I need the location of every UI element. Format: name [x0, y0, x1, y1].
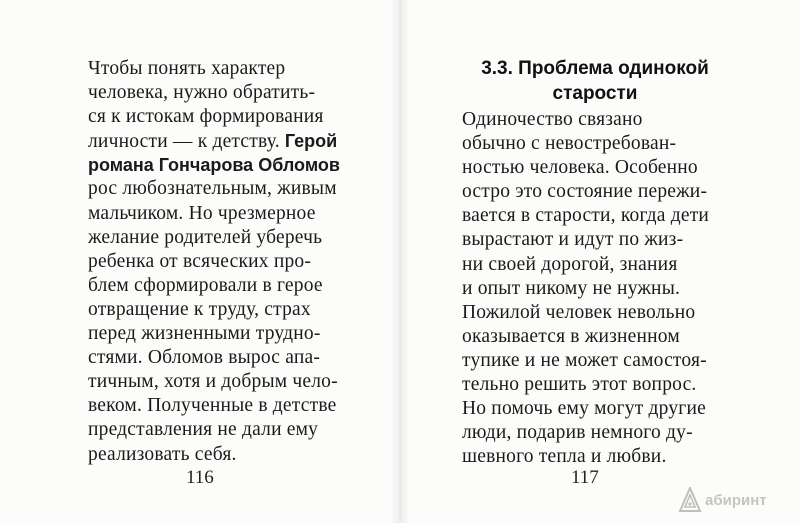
body-text-line	[88, 250, 388, 274]
body-text: мальчиком. Но чрезмерное	[88, 202, 316, 224]
body-text-line	[88, 418, 388, 442]
body-text: желание родителей уберечь	[88, 226, 323, 248]
body-text: отвращение к труду, страх	[88, 298, 311, 320]
body-text: веком. Полученные в детстве	[88, 395, 337, 417]
body-text-line	[88, 394, 388, 418]
body-text-line: оказывается в жизненном	[462, 325, 680, 347]
body-text: перед жизненными трудно-	[88, 323, 321, 345]
body-text-line	[88, 370, 388, 394]
body-text-line: тельно решить этот вопрос.	[462, 374, 697, 396]
body-text-line: и опыт никому не нужны.	[462, 277, 681, 299]
emphasized-text: романа Гончарова Обломов	[88, 155, 340, 176]
body-text-line	[88, 274, 388, 298]
body-text: стями. Обломов вырос апа-	[88, 347, 321, 369]
body-text: блем сформировали в герое	[88, 274, 323, 296]
body-text: личности — к детству.	[88, 131, 285, 153]
body-text-line: ностью человека. Особенно	[462, 157, 698, 179]
body-text-line	[88, 177, 388, 201]
body-text-line: Но помочь ему могут другие	[462, 398, 706, 420]
body-text-line	[88, 298, 388, 322]
body-text-line	[88, 322, 388, 346]
body-text: тичным, хотя и добрым чело-	[88, 371, 338, 393]
body-text-line: шевного тепла и любви.	[462, 446, 667, 468]
body-text: представления не дали ему	[88, 419, 319, 441]
body-text: ся к истокам формирования	[88, 106, 324, 128]
body-text-line: люди, подарив немного ду-	[462, 422, 693, 444]
page-number-right: 117	[571, 467, 599, 488]
body-text-line: Одиночество связано	[462, 109, 643, 130]
body-text-line	[88, 226, 388, 250]
book-gutter	[390, 0, 410, 523]
body-text-line: вырастают и идут по жиз-	[462, 229, 684, 251]
labyrinth-logo-icon	[678, 487, 702, 513]
body-text-line: Пожилой человек невольно	[462, 301, 696, 323]
body-text-line	[88, 153, 388, 177]
emphasized-text: Герой	[284, 131, 338, 152]
body-text: рос любознательным, живым	[88, 178, 337, 200]
body-text: реализовать себя.	[88, 443, 237, 465]
body-text-line: ни своей дорогой, знания	[462, 253, 678, 275]
body-text-line	[88, 105, 388, 129]
body-text-line	[88, 346, 388, 370]
body-text-line	[88, 443, 388, 467]
body-text-line: остро это состояние пережи-	[462, 181, 708, 203]
right-page-text	[462, 108, 752, 469]
body-text: Чтобы понять характер	[88, 58, 286, 79]
labirint-watermark	[678, 485, 767, 515]
body-text: ребенка от всяческих про-	[88, 250, 312, 272]
body-text-line	[88, 202, 388, 226]
body-text-line: вается в старости, когда дети	[462, 205, 710, 227]
body-text-line	[88, 81, 388, 105]
left-page-text	[88, 57, 388, 467]
watermark-text: абиринт	[705, 491, 767, 509]
body-text-line: обычно с невостребован-	[462, 133, 677, 155]
section-heading-line: 3.3. Проблема одинокой	[481, 58, 709, 79]
page-number-left: 116	[186, 467, 214, 488]
body-text: человека, нужно обратить-	[88, 82, 316, 104]
body-text-line: тупике и не может самостоя-	[462, 349, 707, 371]
section-heading	[440, 56, 750, 106]
section-heading-line: старости	[552, 83, 638, 104]
body-text-line	[88, 129, 388, 153]
body-text-line	[88, 57, 388, 81]
